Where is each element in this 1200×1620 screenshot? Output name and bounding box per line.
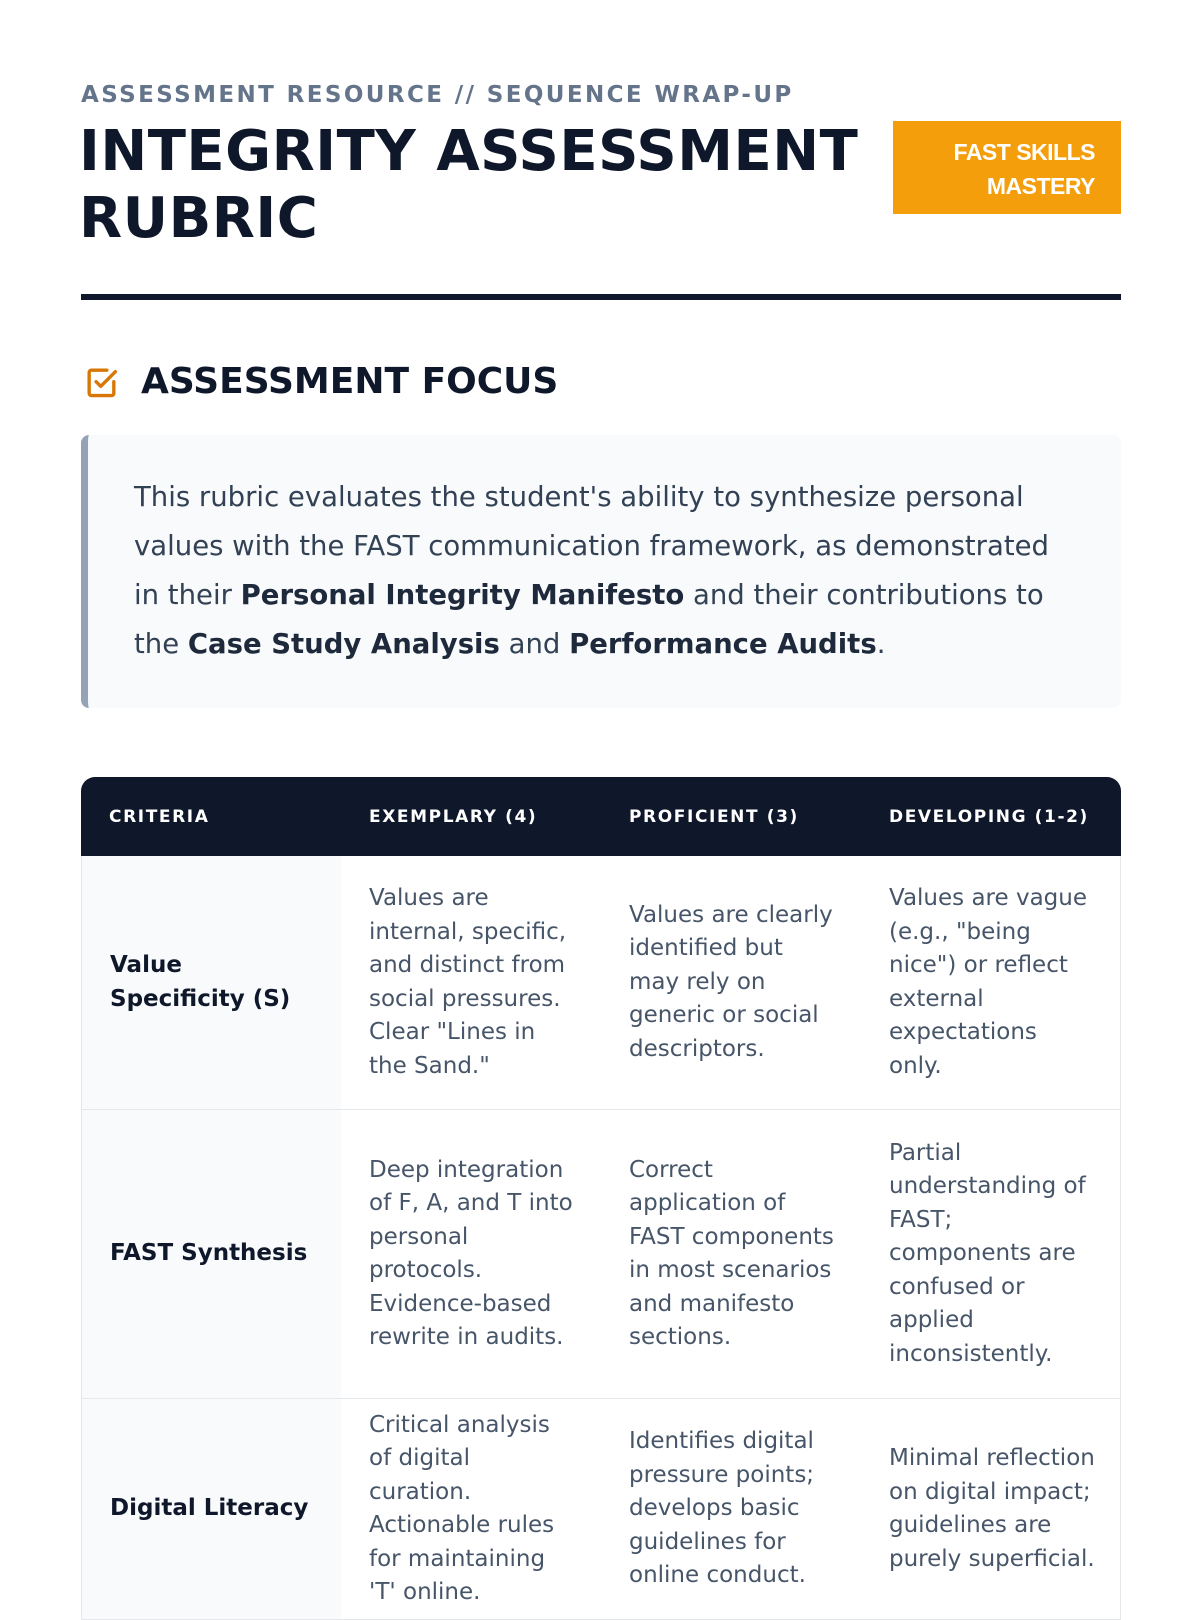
focus-highlight: Performance Audits bbox=[569, 628, 877, 660]
developing-cell: Partial understanding of FAST; components are confused or applied inconsistently. bbox=[861, 1110, 1121, 1399]
exemplary-cell: Values are internal, specific, and distinct from social pressures. Clear "Lines in the Sand." bbox=[341, 856, 601, 1110]
focus-text: and bbox=[499, 628, 570, 660]
focus-highlight: Personal Integrity Manifesto bbox=[240, 579, 685, 611]
criteria-cell: Value Specificity (S) bbox=[81, 856, 341, 1110]
exemplary-cell: Deep integration of F, A, and T into personal protocols. Evidence-based rewrite in audits. bbox=[341, 1110, 601, 1399]
column-header-criteria: CRITERIA bbox=[81, 777, 341, 856]
table-row bbox=[81, 1110, 1121, 1399]
exemplary-cell: Critical analysis of digital curation. Actionable rules for maintaining 'T' online. bbox=[341, 1399, 601, 1620]
focus-highlight: Case Study Analysis bbox=[187, 628, 500, 660]
table-row bbox=[81, 856, 1121, 1110]
criteria-cell: Digital Literacy bbox=[81, 1399, 341, 1620]
focus-text: This rubric evaluates the student's ability to synthesize personal values with the FAST communication framework, as demonstrated in their bbox=[134, 481, 1049, 611]
column-header-developing: DEVELOPING (1-2) bbox=[861, 777, 1121, 856]
rubric-header-row bbox=[81, 777, 1121, 856]
checkbox-check-icon bbox=[83, 364, 120, 401]
page-title: INTEGRITY ASSESSMENT RUBRIC bbox=[79, 119, 859, 251]
column-header-proficient: PROFICIENT (3) bbox=[601, 777, 861, 856]
eyebrow-label: ASSESSMENT RESOURCE // SEQUENCE WRAP-UP bbox=[81, 82, 794, 108]
developing-cell: Minimal reflection on digital impact; guidelines are purely superficial. bbox=[861, 1399, 1121, 1620]
column-header-exemplary: EXEMPLARY (4) bbox=[341, 777, 601, 856]
header-divider bbox=[81, 294, 1121, 300]
fast-skills-badge: FAST SKILLS MASTERY bbox=[893, 121, 1121, 214]
section-title: ASSESSMENT FOCUS bbox=[141, 361, 559, 402]
proficient-cell: Correct application of FAST components in most scenarios and manifesto sections. bbox=[601, 1110, 861, 1399]
criteria-cell: FAST Synthesis bbox=[81, 1110, 341, 1399]
proficient-cell: Identifies digital pressure points; develops basic guidelines for online conduct. bbox=[601, 1399, 861, 1620]
developing-cell: Values are vague (e.g., "being nice") or reflect external expectations only. bbox=[861, 856, 1121, 1110]
table-row bbox=[81, 1399, 1121, 1620]
focus-text: . bbox=[876, 628, 886, 660]
focus-text: and their contributions to the bbox=[134, 579, 1044, 660]
focus-paragraph bbox=[134, 473, 1081, 669]
assessment-focus-panel bbox=[81, 435, 1121, 708]
rubric-table bbox=[81, 777, 1121, 1620]
proficient-cell: Values are clearly identified but may rely on generic or social descriptors. bbox=[601, 856, 861, 1110]
